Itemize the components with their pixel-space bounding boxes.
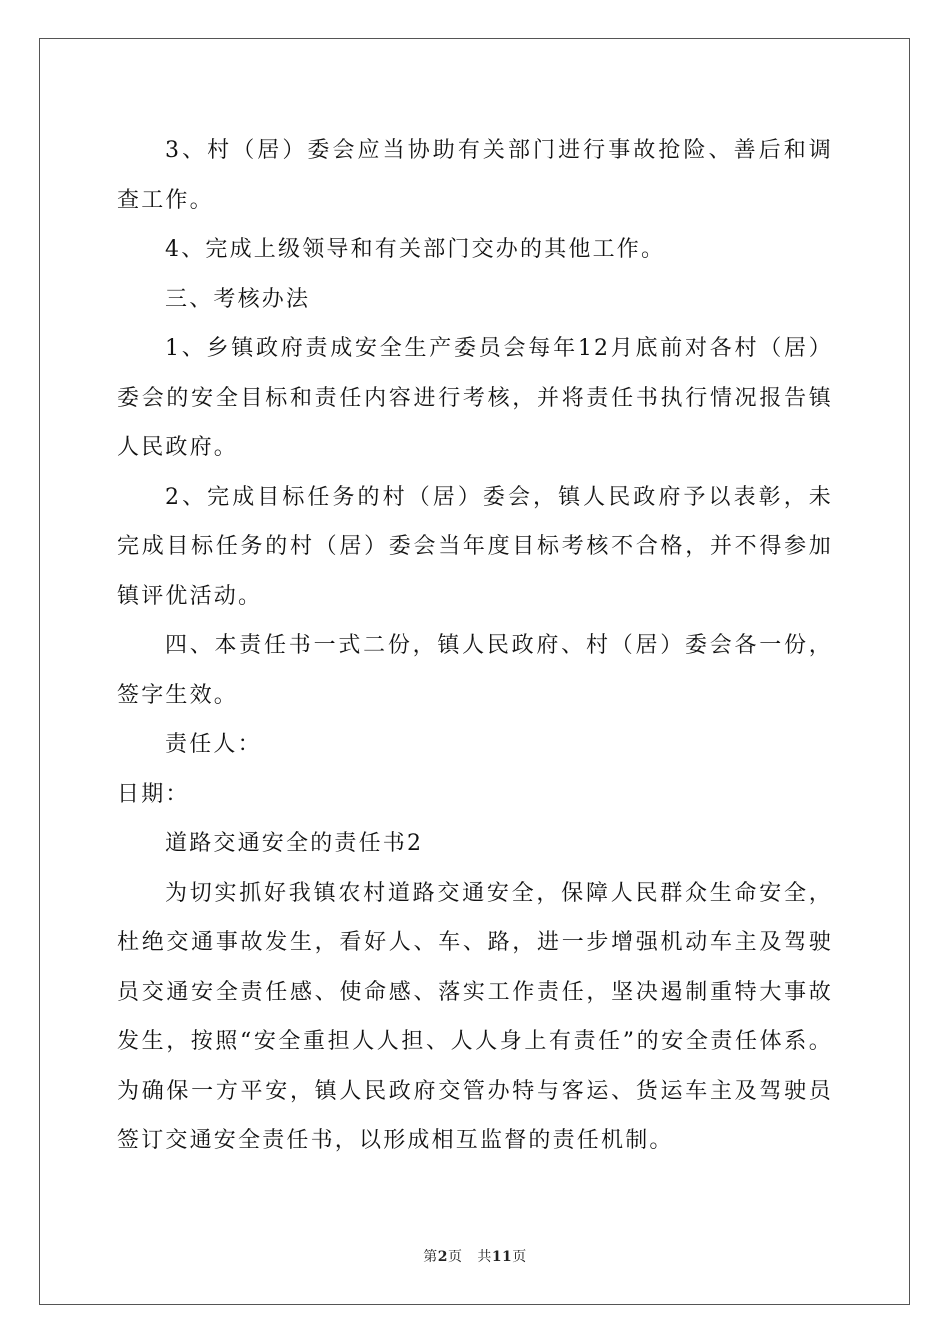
page-footer bbox=[0, 1246, 950, 1266]
paragraph-assessment-2: 2、完成目标任务的村（居）委会，镇人民政府予以表彰，未完成目标任务的村（居）委会当年度目标考核不合格，并不得参加镇评优活动。 bbox=[117, 484, 833, 609]
total-prefix: 共 bbox=[477, 1249, 492, 1265]
paragraph-intro: 为切实抓好我镇农村道路交通安全，保障人民群众生命安全，杜绝交通事故发生，看好人、车、路，进一步增强机动车主及驾驶员交通安全责任感、使命感、落实工作责任，坚决遏制重特大事故发生，按照“安全重担人人担、人人身上有责任”的安全责任体系。为确保一方平安，镇人民政府交管办特与客运、货运车主及驾驶员签订交通安全责任书，以形成相互监督的责任机制。 bbox=[117, 880, 833, 1153]
paragraph-item-3: 3、村（居）委会应当协助有关部门进行事故抢险、善后和调查工作。 bbox=[117, 138, 833, 213]
total-pages: 11 bbox=[491, 1249, 513, 1265]
paragraph-item-4: 4、完成上级领导和有关部门交办的其他工作。 bbox=[165, 237, 666, 262]
page-number: 2 bbox=[437, 1249, 448, 1265]
date-label: 日期： bbox=[117, 781, 190, 807]
page-prefix: 第 bbox=[423, 1249, 438, 1265]
paragraph-section-four: 四、本责任书一式二份，镇人民政府、村（居）委会各一份，签字生效。 bbox=[117, 633, 833, 708]
responsible-person-label: 责任人： bbox=[165, 732, 262, 757]
page-suffix: 页 bbox=[447, 1249, 463, 1265]
section-heading-assessment: 三、考核办法 bbox=[165, 286, 311, 312]
paragraph-assessment-1: 1、乡镇政府责成安全生产委员会每年12月底前对各村（居）委会的安全目标和责任内容进行考核，并将责任书执行情况报告镇人民政府。 bbox=[117, 336, 833, 460]
total-suffix: 页 bbox=[512, 1249, 527, 1265]
document-body bbox=[117, 126, 833, 1166]
document-title-2: 道路交通安全的责任书2 bbox=[165, 831, 424, 856]
